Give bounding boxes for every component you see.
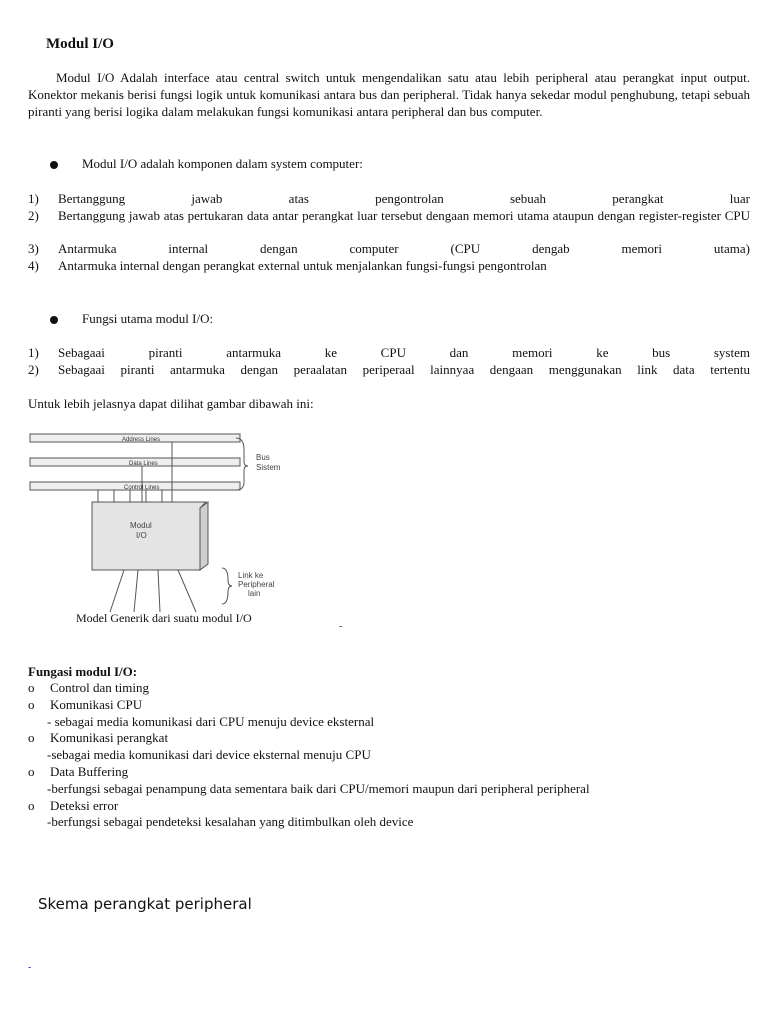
list-text: Antarmuka internal dengan computer (CPU dengab memori utama) — [58, 241, 750, 256]
list-item — [28, 208, 750, 225]
function-label: Control dan timing — [50, 680, 149, 695]
function-desc: -sebagai media komunikasi dari device eksternal menuju CPU — [47, 747, 371, 763]
list-text: Bertanggung jawab atas pengontrolan sebuah perangkat luar — [58, 191, 750, 206]
list-marker: o — [28, 680, 35, 695]
dash-mark: - — [28, 962, 32, 973]
list-text: Antarmuka internal dengan perangkat external untuk menjalankan fungsi-fungsi pengontrolan — [58, 258, 547, 273]
list-item — [28, 345, 750, 362]
list-number: 3) — [28, 241, 39, 256]
module-label-line: Modul — [130, 521, 152, 530]
list-text: Sebagaai piranti antarmuka dengan peraalatan periperaal lainnyaa dengaan menggunakan link data tertentu — [58, 362, 750, 377]
bus-label-line: Bus — [256, 453, 270, 462]
function-item — [28, 680, 590, 697]
bullet-dot-icon — [50, 316, 58, 324]
list-item — [28, 258, 750, 275]
link-label-line: Peripheral — [238, 580, 275, 589]
bullet-dot-icon — [50, 161, 58, 169]
figure-intro-text: Untuk lebih jelasnya dapat dilihat gambar dibawah ini: — [28, 396, 314, 411]
function-desc: -berfungsi sebagai penampung data sementara baik dari CPU/memori maupun dari peripheral peripheral — [47, 780, 590, 796]
list-marker: o — [28, 797, 35, 813]
list-text: Sebagaai piranti antarmuka ke CPU dan memori ke bus system — [58, 345, 750, 360]
list-item — [28, 362, 750, 379]
function-item — [28, 730, 590, 747]
function-label: Komunikasi perangkat — [50, 730, 169, 746]
figure-caption-text: Model Generik dari suatu modul I/O — [76, 611, 252, 625]
function-desc: -berfungsi sebagai pendeteksi kesalahan yang ditimbulkan oleh device — [47, 814, 414, 830]
intro-paragraph: Modul I/O Adalah interface atau central switch untuk mengendalikan satu atau lebih peripheral atau perangkat input output. Konektor mekanis berisi fungsi logik untuk komunikasi antara bus dan peripheral. Tidak hanya sekedar modul penghubung, tetapi sebuah piranti yang berisi logika dalam melakukan fungsi komunikasi antara peripheral dan bus computer. — [28, 70, 750, 119]
bullet-text: Modul I/O adalah komponen dalam system computer: — [82, 156, 363, 171]
bus-sistem-label — [256, 453, 281, 472]
list-number: 2) — [28, 362, 39, 377]
module-label-line: I/O — [136, 531, 147, 540]
list-number: 1) — [28, 191, 39, 206]
bullet-item-fungsi — [50, 311, 213, 327]
functions-heading: Fungasi modul I/O: — [28, 664, 138, 679]
function-label: Deteksi error — [50, 797, 119, 813]
dash-mark: - — [339, 621, 343, 632]
list-item — [28, 191, 750, 208]
list-item — [28, 241, 750, 258]
function-item — [28, 764, 590, 781]
function-item — [28, 798, 590, 815]
function-label: Komunikasi CPU — [50, 696, 143, 712]
figure-caption — [76, 611, 252, 626]
functions-list — [28, 680, 590, 831]
list-marker: o — [28, 763, 35, 779]
list-marker: o — [28, 696, 35, 712]
list-marker: o — [28, 730, 35, 746]
io-module-diagram — [26, 420, 281, 625]
bullet-item-komponen — [50, 156, 363, 172]
list-number: 1) — [28, 345, 39, 360]
control-lines-label: Control Lines — [124, 485, 160, 491]
link-label-line: Link ke — [238, 571, 264, 580]
section-heading-skema: Skema perangkat peripheral — [38, 895, 252, 913]
address-lines-label: Address Lines — [122, 437, 161, 443]
function-desc: - sebagai media komunikasi dari CPU menuju device eksternal — [47, 713, 375, 729]
function-item — [28, 697, 590, 714]
link-label-line: lain — [248, 589, 261, 598]
list-number: 2) — [28, 208, 39, 223]
bullet-text: Fungsi utama modul I/O: — [82, 311, 214, 326]
bus-label-line: Sistem — [256, 463, 281, 472]
function-label: Data Buffering — [50, 763, 129, 779]
list-text: Bertanggung jawab atas pertukaran data antar perangkat luar tersebut dengaan memori utama ataupun dengan register-register CPU — [58, 208, 750, 223]
document-title: Modul I/O — [46, 36, 114, 52]
list-number: 4) — [28, 258, 39, 273]
data-lines-label: Data Lines — [129, 461, 158, 467]
